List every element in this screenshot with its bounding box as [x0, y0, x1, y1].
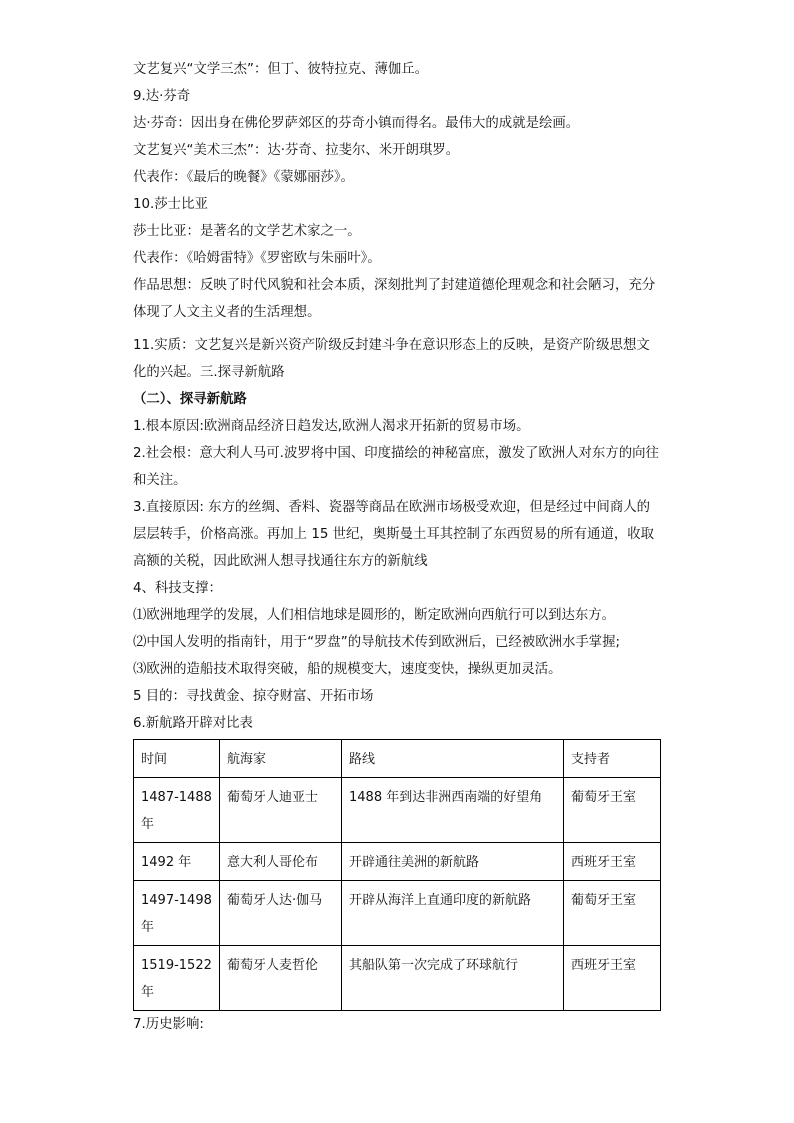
table-header-cell: 航海家 — [220, 740, 342, 778]
list-item-geography: ⑴欧洲地理学的发展，人们相信地球是圆形的，断定欧洲向西航行可以到达东方。 — [133, 608, 616, 623]
heading-tech-support: 4、科技支撑： — [133, 581, 222, 596]
paragraph-work-thought: 作品思想：反映了时代风貌和社会本质，深刻批判了封建道德伦理观念和社会陋习，充分体现了人文主义者的生活理想。 — [133, 278, 656, 320]
table-header-cell: 时间 — [134, 740, 220, 778]
paragraph-purpose: 5 目的：寻找黄金、掠夺财富、开拓市场 — [133, 689, 374, 704]
table-row — [134, 946, 661, 1011]
list-item-shipbuilding: ⑶欧洲的造船技术取得突破，船的规模变大，速度变快，操纵更加灵活。 — [133, 662, 562, 677]
paragraph-shakespeare-intro: 莎士比亚：是著名的文学艺术家之一。 — [133, 224, 361, 239]
table-row — [134, 881, 661, 946]
table-caption: 6.新航路开辟对比表 — [133, 716, 253, 731]
heading-historical-impact: 7.历史影响: — [133, 1017, 204, 1032]
table-cell: 西班牙王室 — [564, 946, 661, 1011]
table-header-cell: 支持者 — [564, 740, 661, 778]
paragraph-da-vinci-works: 代表作：《最后的晚餐》《蒙娜丽莎》。 — [133, 170, 354, 185]
table-row — [134, 843, 661, 881]
table-cell: 1488 年到达非洲西南端的好望角 — [342, 778, 564, 843]
table-cell: 意大利人哥伦布 — [220, 843, 342, 881]
table-cell: 葡萄牙人麦哲伦 — [220, 946, 342, 1011]
new-routes-comparison-table — [133, 739, 661, 1011]
table-cell: 开辟从海洋上直通印度的新航路 — [342, 881, 564, 946]
paragraph-literature-masters: 文艺复兴“文学三杰”：但丁、彼特拉克、薄伽丘。 — [133, 62, 429, 77]
table-cell: 葡萄牙人达·伽马 — [220, 881, 342, 946]
table-cell: 葡萄牙王室 — [564, 778, 661, 843]
paragraph-da-vinci-intro: 达·芬奇：因出身在佛伦罗萨郊区的芬奇小镇而得名。最伟大的成就是绘画。 — [133, 116, 580, 131]
table-cell: 1492 年 — [134, 843, 220, 881]
table-cell: 葡萄牙人迪亚士 — [220, 778, 342, 843]
document-page — [133, 56, 663, 1038]
table-cell: 其船队第一次完成了环球航行 — [342, 946, 564, 1011]
table-cell: 1497-1498 年 — [134, 881, 220, 946]
paragraph-essence: 11.实质：文艺复兴是新兴资产阶级反封建斗争在意识形态上的反映，是资产阶级思想文化的兴起。三.探寻新航路 — [133, 338, 650, 380]
list-item-compass: ⑵中国人发明的指南针，用于“罗盘”的导航技术传到欧洲后，已经被欧洲水手掌握; — [133, 635, 621, 650]
paragraph-social-cause: 2.社会根：意大利人马可.波罗将中国、印度描绘的神秘富庶，激发了欧洲人对东方的向往和关注。 — [133, 446, 659, 488]
table-header-cell: 路线 — [342, 740, 564, 778]
paragraph-direct-cause: 3.直接原因: 东方的丝绸、香料、瓷器等商品在欧洲市场极受欢迎，但是经过中间商人的层层转手，价格高涨。再加上 15 世纪，奥斯曼土耳其控制了东西贸易的所有通道，收取高额的关税，因此欧洲人想寻找通往东方的新航线 — [133, 500, 655, 569]
paragraph-root-cause: 1.根本原因:欧洲商品经济日趋发达,欧洲人渴求开拓新的贸易市场。 — [133, 419, 530, 434]
table-row — [134, 778, 661, 843]
heading-da-vinci: 9.达·芬奇 — [133, 89, 191, 104]
table-cell: 开辟通往美洲的新航路 — [342, 843, 564, 881]
paragraph-shakespeare-works: 代表作：《哈姆雷特》《罗密欧与朱丽叶》。 — [133, 251, 381, 266]
table-cell: 1519-1522 年 — [134, 946, 220, 1011]
table-cell: 葡萄牙王室 — [564, 881, 661, 946]
section-heading-new-routes: （二）、探寻新航路 — [133, 392, 247, 407]
paragraph-art-masters: 文艺复兴“美术三杰”：达·芬奇、拉斐尔、米开朗琪罗。 — [133, 143, 460, 158]
heading-shakespeare: 10.莎士比亚 — [133, 197, 208, 212]
table-cell: 西班牙王室 — [564, 843, 661, 881]
table-cell: 1487-1488 年 — [134, 778, 220, 843]
table-header-row — [134, 740, 661, 778]
